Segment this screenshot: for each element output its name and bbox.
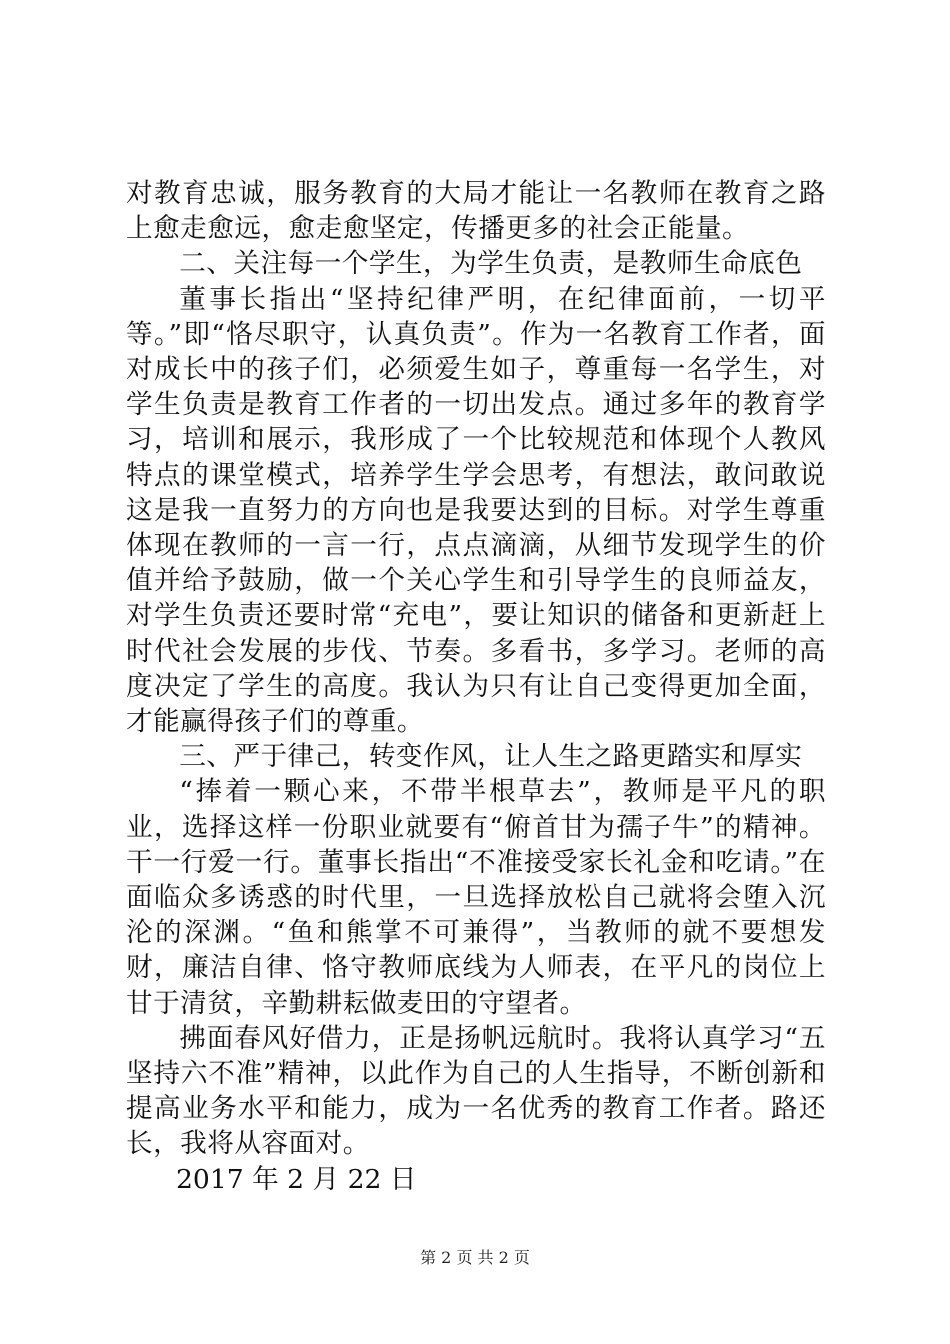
section-heading-three: 三、严于律己，转变作风，让人生之路更踏实和厚实 xyxy=(179,741,803,773)
paragraph-continuation: 对教育忠诚，服务教育的大局才能让一名教师在教育之路上愈走愈远，愈走愈坚定，传播更多的社会正能量。 xyxy=(126,178,826,245)
document-body xyxy=(126,176,826,1197)
paragraph-self-discipline: “捧着一颗心来，不带半根草去”，教师是平凡的职业，选择这样一份职业就要有“俯首甘为孺子牛”的精神。干一行爱一行。董事长指出“不准接受家长礼金和吃请。”在面临众多诱惑的时代里，一旦选择放松自己就将会堕入沉沦的深渊。“鱼和熊掌不可兼得”，当教师的就不要想发财，廉洁自律、恪守教师底线为人师表，在平凡的岗位上甘于清贫，辛勤耕耘做麦田的守望者。 xyxy=(126,776,826,1019)
page-number-footer: 第 2 页 共 2 页 xyxy=(420,1248,530,1267)
paragraph-conclusion: 拂面春风好借力，正是扬帆远航时。我将认真学习“五坚持六不准”精神，以此作为自己的人生指导，不断创新和提高业务水平和能力，成为一名优秀的教育工作者。路还长，我将从容面对。 xyxy=(126,1022,826,1160)
section-heading-two: 二、关注每一个学生，为学生负责，是教师生命底色 xyxy=(179,248,803,280)
document-date: 2017 年 2 月 22 日 xyxy=(176,1163,417,1195)
paragraph-student-responsibility: 董事长指出“坚持纪律严明，在纪律面前，一切平等。”即“恪尽职守，认真负责”。作为一名教育工作者，面对成长中的孩子们，必须爱生如子，尊重每一名学生，对学生负责是教育工作者的一切出发点。通过多年的教育学习，培训和展示，我形成了一个比较规范和体现个人教风特点的课堂模式，培养学生学会思考，有想法，敢问敢说这是我一直努力的方向也是我要达到的目标。对学生尊重体现在教师的一言一行，点点滴滴，从细节发现学生的价值并给予鼓励，做一个关心学生和引导学生的良师益友，对学生负责还要时常“充电”，要让知识的储备和更新赶上时代社会发展的步伐、节奏。多看书，多学习。老师的高度决定了学生的高度。我认为只有让自己变得更加全面，才能赢得孩子们的尊重。 xyxy=(126,283,826,738)
